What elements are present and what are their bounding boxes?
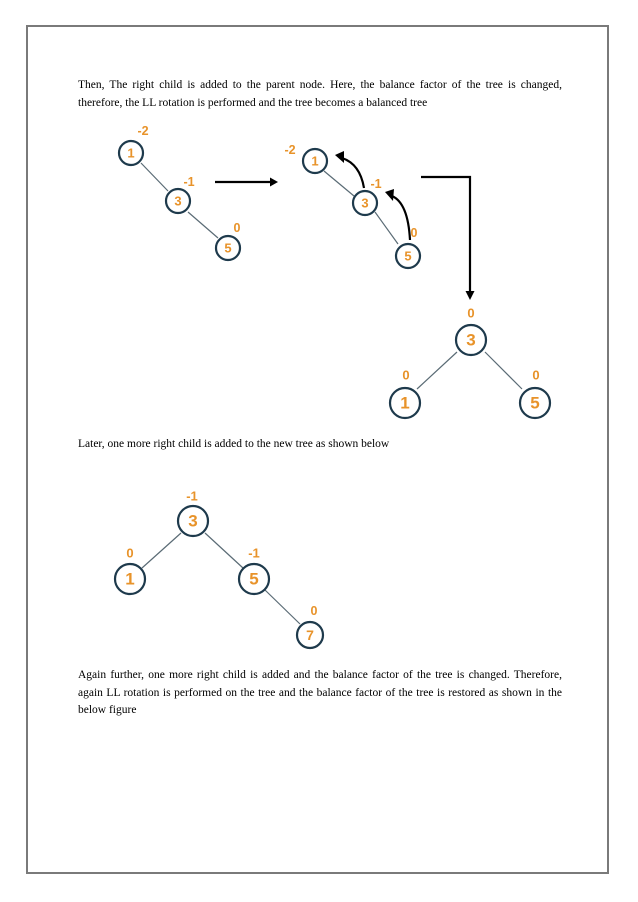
node-1-value: 1: [127, 145, 135, 161]
node-5-balance-factor: -1: [248, 545, 260, 561]
edge-1-3: [141, 163, 168, 191]
arrow-right-head: [270, 178, 278, 187]
node-5-balance-factor: 0: [233, 221, 241, 235]
tree-unbalanced: [119, 124, 241, 260]
node-1-balance-factor: 0: [126, 545, 134, 561]
edge-3-1: [417, 352, 457, 389]
node-3-balance-factor: -1: [370, 177, 382, 191]
node-1-value: 1: [125, 569, 135, 589]
rotation-arrow-lower: [392, 196, 410, 240]
arrow-down-line: [421, 177, 470, 293]
edge-5-7: [265, 590, 300, 624]
node-1-value: 1: [400, 393, 410, 413]
node-5-balance-factor: 0: [532, 367, 540, 383]
edge-3-5: [485, 352, 522, 389]
node-3-balance-factor: -1: [183, 175, 195, 189]
node-3-balance-factor: 0: [467, 305, 475, 321]
node-5-value: 5: [530, 393, 540, 413]
arrow-right: [215, 178, 278, 187]
node-3-value: 3: [174, 193, 182, 209]
node-7-balance-factor: 0: [310, 604, 318, 618]
node-7-value: 7: [306, 627, 314, 643]
node-3-value: 3: [466, 330, 476, 350]
edge-3-1: [142, 533, 181, 568]
node-5-value: 5: [404, 248, 412, 264]
node-5-value: 5: [249, 569, 259, 589]
rotation-arrow-upper: [342, 158, 364, 188]
node-1-balance-factor: 0: [402, 367, 410, 383]
paragraph-ll-rotation-intro: Then, The right child is added to the parent node. Here, the balance factor of the tree is changed, therefore, the LL rotation is performed and the tree becomes a balanced tree: [78, 79, 562, 109]
edge-1-3: [324, 171, 354, 196]
rotation-arrow-lower-head: [385, 189, 394, 201]
rotation-arrow-upper-head: [335, 151, 344, 163]
arrow-down-elbow: [421, 177, 475, 300]
arrow-down-head: [466, 291, 475, 300]
node-1-value: 1: [311, 153, 319, 169]
node-5-value: 5: [224, 240, 232, 256]
node-5-balance-factor: 0: [410, 226, 418, 240]
paragraph-rotation-restore: Again further, one more right child is added and the balance factor of the tree is changed. Therefore, again LL rotation is performed on the tree and the balance factor of the tree is restored as shown in the below figure: [78, 669, 562, 716]
node-1-balance-factor: -2: [284, 143, 296, 157]
paragraph-add-right-child: Later, one more right child is added to the new tree as shown below: [78, 438, 390, 450]
node-3-value: 3: [361, 195, 369, 211]
node-1-balance-factor: -2: [137, 124, 149, 138]
node-3-balance-factor: -1: [186, 488, 198, 504]
tree-rotation: [284, 143, 420, 268]
edge-3-5: [205, 533, 243, 568]
edge-3-5: [375, 212, 398, 244]
edge-3-5: [188, 212, 218, 238]
node-3-value: 3: [188, 511, 198, 531]
tree-balanced: [390, 306, 550, 419]
tree-added-seven: [115, 489, 323, 649]
